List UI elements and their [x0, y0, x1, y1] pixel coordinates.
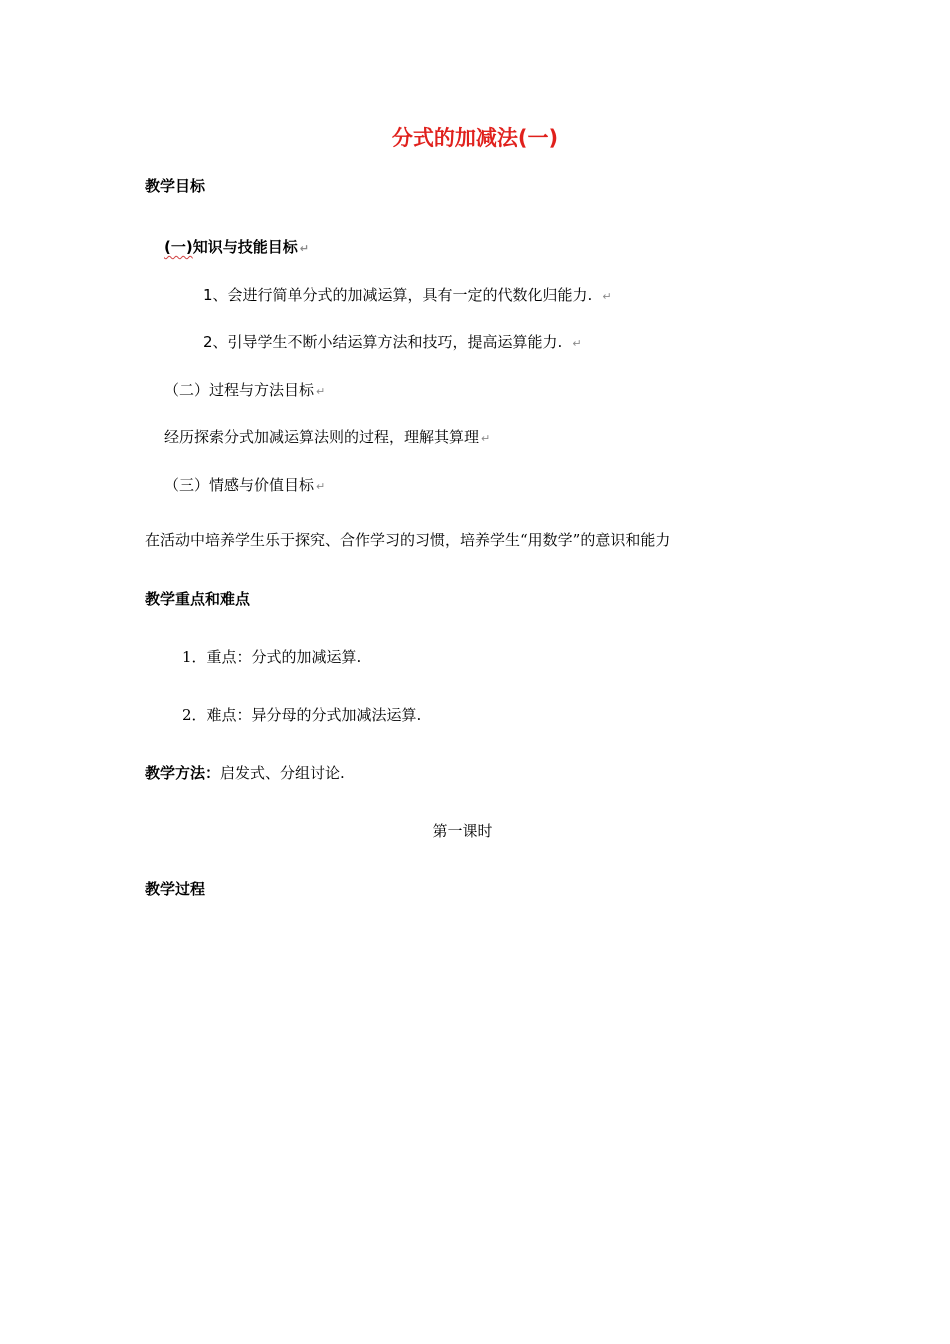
section2-text: 经历探索分式加减运算法则的过程，理解其算理 [164, 428, 480, 446]
paragraph-mark-icon: ↵ [299, 242, 309, 255]
section3-heading-text: （三）情感与价值目标 [164, 476, 315, 494]
objective-item-1 [203, 284, 612, 305]
emotion-value-heading [164, 474, 325, 495]
difficulty-item: 2．难点：异分母的分式加减法运算. [182, 706, 422, 724]
objectives-heading: 教学目标 [145, 177, 206, 195]
teaching-method-label: 教学方法： [145, 764, 221, 782]
teaching-method-text: 启发式、分组讨论. [220, 764, 345, 782]
section2-heading-text: （二）过程与方法目标 [164, 381, 315, 399]
section1-heading-text: 知识与技能目标 [192, 238, 298, 256]
paragraph-mark-icon: ↵ [316, 480, 326, 493]
paragraph-mark-icon: ↵ [481, 432, 491, 445]
process-heading: 教学过程 [145, 880, 206, 898]
objective-item-1-text: 1、会进行简单分式的加减运算，具有一定的代数化归能力. [203, 286, 593, 304]
teaching-method [145, 762, 345, 783]
emotion-value-text: 在活动中培养学生乐于探究、合作学习的习惯，培养学生“用数学”的意识和能力 [145, 531, 671, 549]
objective-item-2 [203, 331, 582, 352]
knowledge-skills-heading [164, 236, 309, 257]
page-title: 分式的加减法(一) [391, 126, 559, 150]
objective-item-2-text: 2、引导学生不断小结运算方法和技巧，提高运算能力. [203, 333, 563, 351]
process-method-heading [164, 379, 325, 400]
paragraph-mark-icon: ↵ [316, 385, 326, 398]
key-points-heading: 教学重点和难点 [145, 590, 251, 608]
paragraph-mark-icon: ↵ [602, 290, 612, 303]
paragraph-mark-icon: ↵ [572, 337, 582, 350]
lesson-label: 第一课时 [432, 822, 493, 840]
process-method-text [164, 426, 490, 447]
section1-prefix: (一) [164, 238, 193, 256]
key-point-item: 1．重点：分式的加减运算. [182, 648, 362, 666]
